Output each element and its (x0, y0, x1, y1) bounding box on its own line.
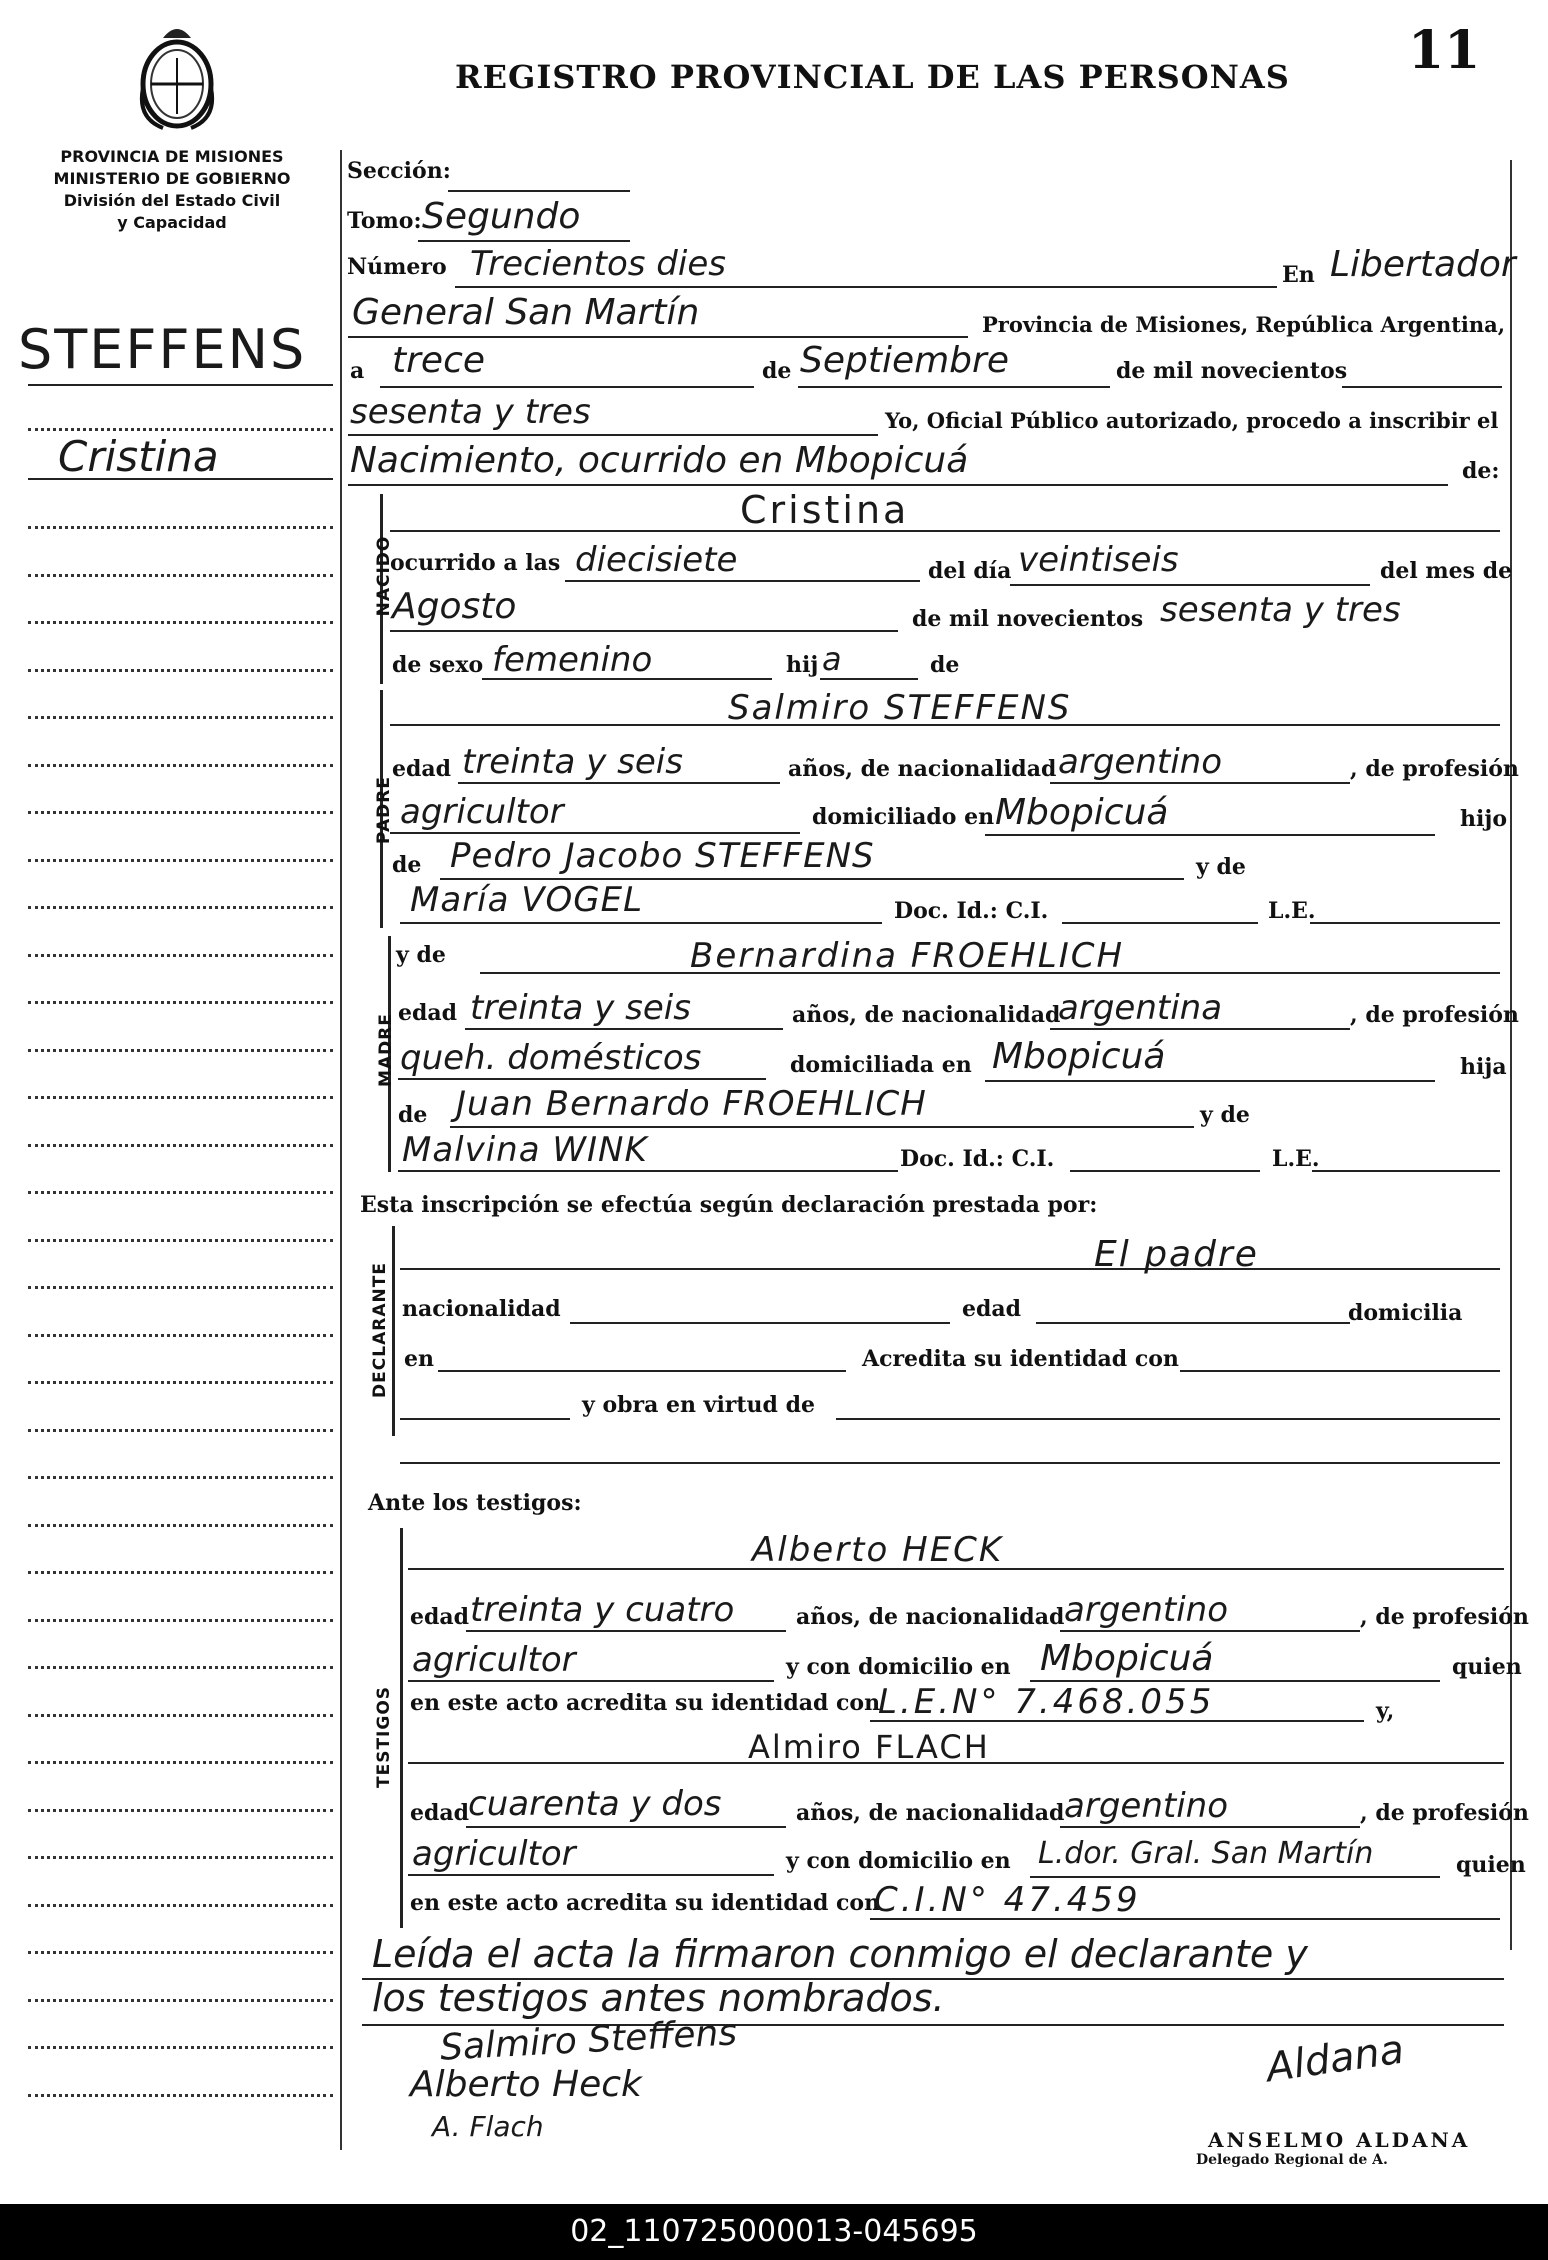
margin-line (28, 1904, 333, 1907)
margin-line (28, 1476, 333, 1479)
testigo-2-domicilio-line (1030, 1876, 1440, 1878)
testigo-1-profesion-line (408, 1680, 774, 1682)
testigo-1-documento: L.E.N° 7.468.055 (878, 1682, 1215, 1722)
testigo-1-domicilio-value: Mbopicuá (1040, 1638, 1214, 1679)
margin-line (28, 1856, 333, 1859)
padre-domicilio-line (985, 834, 1435, 836)
abuelo-paterno-value: Pedro Jacobo STEFFENS (450, 836, 875, 876)
sello-oficial-2: Delegado Regional de A. (1196, 2152, 1388, 2168)
padre-le-line (1310, 922, 1500, 924)
padre-doc-label: Doc. Id.: C.I. (894, 898, 1049, 924)
madre-doc-line (1070, 1170, 1260, 1172)
anio-value: sesenta y tres (350, 392, 591, 432)
margin-line (28, 1191, 333, 1194)
madre-domicilio-label: domiciliada en (790, 1052, 972, 1078)
margin-line (28, 1049, 333, 1052)
abuela-materna-line (398, 1170, 898, 1172)
declarante-en-line (438, 1370, 846, 1372)
acredita-line (1180, 1370, 1500, 1372)
madre-name: Bernardina FROEHLICH (690, 936, 1125, 976)
margin-line (28, 2046, 333, 2049)
tomo-label: Tomo: (347, 208, 422, 234)
testigo-1-nacionalidad-line (1060, 1630, 1360, 1632)
obra-line-b (836, 1418, 1500, 1420)
declarante-en-label: en (404, 1346, 434, 1372)
testigo-2-name: Almiro FLACH (748, 1728, 990, 1766)
padre-le-label: L.E. (1268, 898, 1316, 924)
margin-line (28, 1239, 333, 1242)
madre-profesion-value: queh. domésticos (400, 1038, 702, 1078)
nacido-mes-value: Agosto (392, 586, 517, 627)
testigo-2-edad-value: cuarenta y dos (468, 1784, 722, 1824)
margin-given-name: Cristina (58, 432, 219, 481)
agency-block (22, 146, 322, 234)
testigo-2-domicilio-label: y con domicilio en (786, 1848, 1011, 1874)
padre-nacionalidad-value: argentino (1058, 742, 1222, 782)
madre-edad-line (465, 1028, 783, 1030)
nacido-name: Cristina (740, 488, 910, 532)
padre-profesion-label: , de profesión (1350, 756, 1519, 782)
madre-domicilio-line (985, 1080, 1435, 1082)
hora-line (565, 580, 920, 582)
firma-oficial: Aldana (1263, 2026, 1407, 2092)
agency-line-province: PROVINCIA DE MISIONES (60, 147, 284, 166)
lugar-2-value: General San Martín (352, 292, 700, 333)
folio-number: 11 (1408, 20, 1481, 81)
section-bracket (392, 1226, 395, 1436)
padre-name: Salmiro STEFFENS (728, 688, 1072, 728)
testigo-1-edad-line (466, 1630, 786, 1632)
margin-line (28, 1999, 333, 2002)
padre-edad-label: edad (392, 756, 452, 782)
declarante-nacionalidad-line (570, 1322, 950, 1324)
margin-line (28, 1429, 333, 1432)
margin-line (28, 574, 333, 577)
margin-line (28, 1571, 333, 1574)
testigo-2-quien-label: quien (1456, 1852, 1526, 1878)
footer-code: 02_110725000013-045695 (570, 2214, 978, 2249)
madre-edad-value: treinta y seis (470, 988, 691, 1028)
sello-oficial-1: ANSELMO ALDANA (1208, 2128, 1471, 2152)
sexo-line (482, 678, 772, 680)
nacido-de-label: de (930, 652, 960, 678)
agency-line-ministry: MINISTERIO DE GOBIERNO (53, 169, 291, 188)
testigos-side-label: TESTIGOS (374, 1685, 394, 1788)
declarante-edad-label: edad (962, 1296, 1022, 1322)
padre-y-de-label: y de (1196, 854, 1246, 880)
abuelo-materno-value: Juan Bernardo FROEHLICH (456, 1084, 927, 1124)
margin-line (28, 478, 333, 480)
obra-label: y obra en virtud de (582, 1392, 815, 1418)
padre-profesion-line (390, 832, 800, 834)
margin-line (28, 716, 333, 719)
margin-line (28, 2094, 333, 2097)
cierre-line-1: Leída el acta la firmaron conmigo el declarante y (372, 1932, 1308, 1976)
madre-le-label: L.E. (1272, 1146, 1320, 1172)
madre-y-de-2-label: y de (1200, 1102, 1250, 1128)
cierre-line-2: los testigos antes nombrados. (372, 1976, 945, 2020)
acredita-label: Acredita su identidad con (862, 1346, 1179, 1372)
document-title: REGISTRO PROVINCIAL DE LAS PERSONAS (455, 58, 1290, 96)
sexo-value: femenino (492, 640, 653, 680)
hora-label: ocurrido a las (390, 550, 561, 576)
margin-line (28, 1144, 333, 1147)
padre-side-label: PADRE (374, 776, 394, 844)
form-left-rule (340, 150, 342, 2150)
abuela-paterna-value: María VOGEL (410, 880, 644, 920)
madre-nacionalidad-value: argentina (1058, 988, 1223, 1028)
mes-line (798, 386, 1110, 388)
testigo-2-nacionalidad-line (1060, 1826, 1360, 1828)
del-dia-label: del día (928, 558, 1012, 584)
form-right-rule (1510, 160, 1512, 1950)
nacido-side-label: NACIDO (374, 535, 394, 617)
madre-nacionalidad-label: años, de nacionalidad (792, 1002, 1061, 1028)
mil-novecientos-line (1342, 386, 1502, 388)
numero-value: Trecientos dies (470, 244, 726, 284)
margin-line (28, 1001, 333, 1004)
testigo-2-documento-line (870, 1918, 1500, 1920)
margin-line (28, 811, 333, 814)
provincia-label: Provincia de Misiones, República Argentina, (982, 312, 1506, 337)
abuela-materna-value: Malvina WINK (402, 1130, 648, 1170)
mes-value: Septiembre (800, 340, 1009, 381)
margin-line (28, 1714, 333, 1717)
madre-profesion-label: , de profesión (1350, 1002, 1519, 1028)
margin-surname: STEFFENS (18, 318, 307, 381)
margin-line (28, 1381, 333, 1384)
madre-edad-label: edad (398, 1000, 458, 1026)
section-bracket (400, 1528, 403, 1928)
declarante-value: El padre (1094, 1234, 1259, 1275)
margin-line (28, 1809, 333, 1812)
en-label: En (1282, 262, 1315, 288)
madre-domicilio-value: Mbopicuá (992, 1036, 1166, 1077)
nacido-anio-value: sesenta y tres (1160, 590, 1401, 630)
dia-line (380, 386, 754, 388)
oficial-label: Yo, Oficial Público autorizado, procedo a inscribir el (885, 408, 1499, 433)
hij-suffix: a (822, 640, 842, 678)
padre-edad-line (458, 782, 780, 784)
padre-domicilio-label: domiciliado en (812, 804, 995, 830)
testigo-1-nacionalidad-label: años, de nacionalidad (796, 1604, 1065, 1630)
nacido-mes-line (390, 630, 898, 632)
padre-de-label: de (392, 852, 422, 878)
testigo-2-nacionalidad-value: argentino (1064, 1786, 1228, 1826)
madre-le-line (1312, 1170, 1500, 1172)
madre-profesion-line (398, 1078, 766, 1080)
margin-line (28, 906, 333, 909)
madre-doc-label: Doc. Id.: C.I. (900, 1146, 1055, 1172)
padre-nacionalidad-line (1050, 782, 1350, 784)
de-colon-label: de: (1462, 458, 1500, 484)
testigo-2-profesion-line (408, 1874, 774, 1876)
firma-testigo-2: A. Flach (432, 2110, 544, 2143)
margin-line (28, 428, 333, 431)
declarante-nacionalidad-label: nacionalidad (402, 1296, 561, 1322)
madre-de-label: de (398, 1102, 428, 1128)
madre-nacionalidad-line (1050, 1028, 1350, 1030)
testigo-2-profesion-value: agricultor (412, 1834, 576, 1874)
de-label: de (762, 358, 792, 384)
madre-name-line (480, 972, 1500, 974)
padre-edad-value: treinta y seis (462, 742, 683, 782)
agency-line-capacity: y Capacidad (117, 213, 227, 232)
dia-value: trece (392, 340, 486, 381)
declarante-side-label: DECLARANTE (370, 1262, 390, 1398)
declarante-edad-line (1036, 1322, 1350, 1324)
testigo-1-profesion-label: , de profesión (1360, 1604, 1529, 1630)
padre-profesion-value: agricultor (400, 792, 564, 832)
ante-testigos-label: Ante los testigos: (368, 1490, 582, 1516)
abuelo-materno-line (450, 1126, 1194, 1128)
obra-line-a (400, 1418, 570, 1420)
testigo-1-y-label: y, (1376, 1698, 1395, 1724)
firma-padre: Salmiro Steffens (439, 2012, 738, 2069)
acto-line (348, 484, 1448, 486)
acto-value: Nacimiento, ocurrido en Mbopicuá (350, 440, 969, 481)
numero-line (455, 286, 1277, 288)
testigo-2-domicilio-value: L.dor. Gral. San Martín (1038, 1836, 1374, 1871)
margin-line (28, 1666, 333, 1669)
testigo-1-acredita-label: en este acto acredita su identidad con (410, 1690, 881, 1716)
margin-line (28, 1761, 333, 1764)
testigo-2-acredita-label: en este acto acredita su identidad con (410, 1890, 881, 1916)
lugar-1-value: Libertador (1330, 244, 1516, 285)
obra-line-c (400, 1462, 1500, 1464)
tomo-value: Segundo (422, 196, 581, 237)
nacido-name-line (390, 530, 1500, 532)
tomo-line (418, 240, 630, 242)
margin-line (28, 526, 333, 529)
madre-side-label: MADRE (376, 1013, 396, 1087)
testigo-2-edad-line (466, 1826, 786, 1828)
del-mes-label: del mes de (1380, 558, 1513, 584)
hij-line (820, 678, 918, 680)
margin-line (28, 669, 333, 672)
a-label: a (350, 358, 365, 384)
seccion-line (448, 190, 630, 192)
declarante-name-line (400, 1268, 1500, 1270)
testigo-2-profesion-label: , de profesión (1360, 1800, 1529, 1826)
testigo-1-edad-label: edad (410, 1604, 470, 1630)
margin-line (28, 859, 333, 862)
margin-line (28, 1951, 333, 1954)
padre-nacionalidad-label: años, de nacionalidad (788, 756, 1057, 782)
padre-doc-line (1062, 922, 1258, 924)
declarante-domicilio-label: domicilia (1348, 1300, 1463, 1326)
margin-line (28, 1286, 333, 1289)
margin-line (28, 764, 333, 767)
margin-line (28, 1334, 333, 1337)
testigo-1-domicilio-label: y con domicilio en (786, 1654, 1011, 1680)
margin-line (28, 1524, 333, 1527)
nacido-dia-value: veintiseis (1018, 540, 1179, 580)
testigo-1-documento-line (870, 1720, 1364, 1722)
lugar-2-line (348, 336, 968, 338)
padre-hijo-label: hijo (1460, 806, 1507, 832)
nacido-dia-line (1010, 584, 1370, 586)
margin-line (28, 954, 333, 957)
sexo-label: de sexo (392, 652, 484, 678)
hij-label: hij (786, 652, 819, 678)
margin-line (28, 621, 333, 624)
testigo-2-nacionalidad-label: años, de nacionalidad (796, 1800, 1065, 1826)
testigo-2-documento: C.I.N° 47.459 (874, 1880, 1141, 1920)
margin-line (28, 384, 333, 386)
madre-y-de-label: y de (396, 942, 446, 968)
anio-line (348, 434, 878, 436)
margin-line (28, 1619, 333, 1622)
testigo-1-edad-value: treinta y cuatro (470, 1590, 735, 1630)
madre-hija-label: hija (1460, 1054, 1507, 1080)
testigo-1-nacionalidad-value: argentino (1064, 1590, 1228, 1630)
testigo-1-quien-label: quien (1452, 1654, 1522, 1680)
firma-testigo-1: Alberto Heck (410, 2064, 642, 2105)
padre-domicilio-value: Mbopicuá (995, 792, 1169, 833)
testigo-1-name: Alberto HECK (752, 1530, 1004, 1570)
declaracion-label: Esta inscripción se efectúa según declaración prestada por: (360, 1192, 1098, 1218)
seccion-label: Sección: (347, 158, 451, 184)
testigo-2-edad-label: edad (410, 1800, 470, 1826)
agency-line-division: División del Estado Civil (63, 191, 281, 210)
numero-label: Número (347, 254, 447, 280)
margin-line (28, 1096, 333, 1099)
hora-value: diecisiete (575, 540, 738, 580)
abuela-paterna-line (400, 922, 882, 924)
testigo-1-profesion-value: agricultor (412, 1640, 576, 1680)
coat-of-arms-icon (133, 18, 221, 136)
mil-novecientos-nacido-label: de mil novecientos (912, 606, 1144, 632)
mil-novecientos-label: de mil novecientos (1116, 358, 1348, 384)
